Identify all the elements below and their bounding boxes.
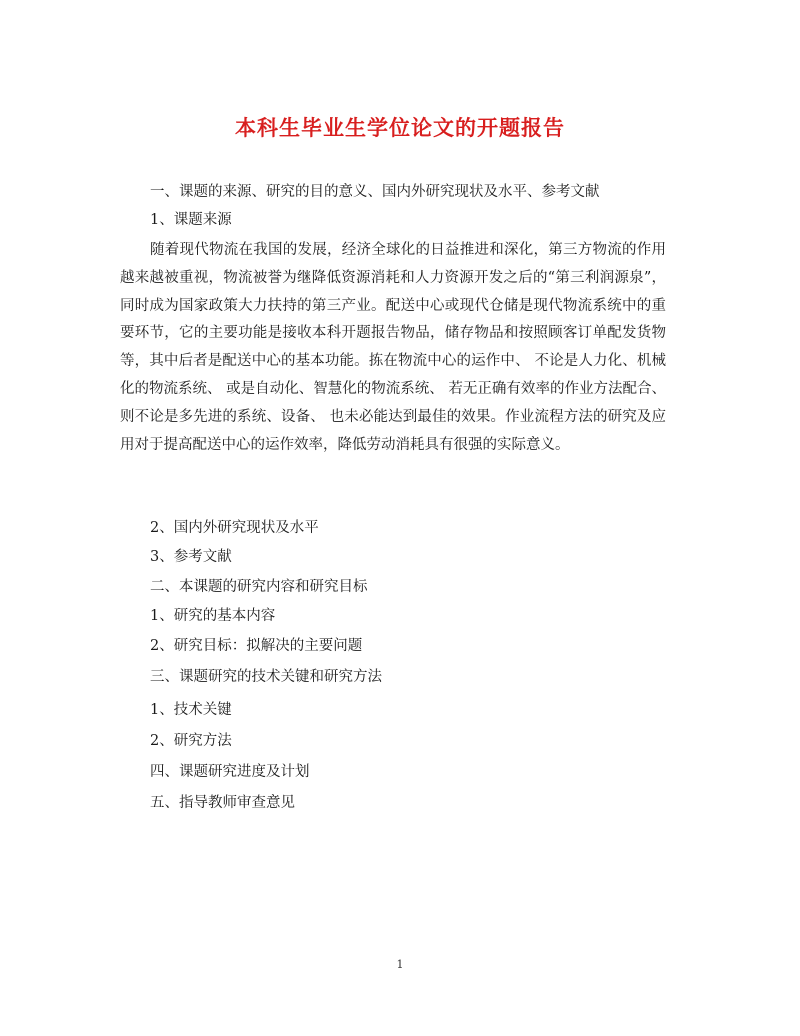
subsection-1-3: 3、参考文献 [150,549,232,565]
subsection-3-1: 1、技术关键 [150,702,232,718]
subsection-1-1: 1、课题来源 [150,212,232,228]
subsection-3-2: 2、研究方法 [150,733,232,749]
subsection-1-2: 2、国内外研究现状及水平 [150,520,319,536]
section-1-heading: 一、课题的来源、研究的目的意义、国内外研究现状及水平、参考文献 [150,184,600,200]
document-title: 本科生毕业生学位论文的开题报告 [235,115,565,140]
section-5-heading: 五、指导教师审查意见 [150,795,295,811]
subsection-2-2: 2、研究目标：拟解决的主要问题 [150,638,363,654]
page-number: 1 [396,958,404,971]
section-2-heading: 二、本课题的研究内容和研究目标 [150,579,368,595]
section-3-heading: 三、课题研究的技术关键和研究方法 [150,669,382,685]
body-paragraph: 随着现代物流在我国的发展，经济全球化的日益推进和深化，第三方物流的作用越来越被重视，物流被誉为继降低资源消耗和人力资源开发之后的“第三利润源泉”，同时成为国家政策大力扶持的第三产业。配送中心或现代仓储是现代物流系统中的重要环节，它的主要功能是接收本科开题报告物品，储存物品和按照顾客订单配发货物等，其中后者是配送中心的基本功能。拣在物流中心的运作中、 不论是人力化、机械化的物流系统、 或是自动化、智慧化的物流系统、 若无正确有效率的作业方法配合、 则不论是多先进的系统、设备、 也未必能达到最佳的效果。作业流程方法的研究及应用对于提高配送中心的运作效率，降低劳动消耗具有很强的实际意义。 [120,242,666,453]
section-4-heading: 四、课题研究进度及计划 [150,764,310,780]
subsection-2-1: 1、研究的基本内容 [150,608,276,624]
